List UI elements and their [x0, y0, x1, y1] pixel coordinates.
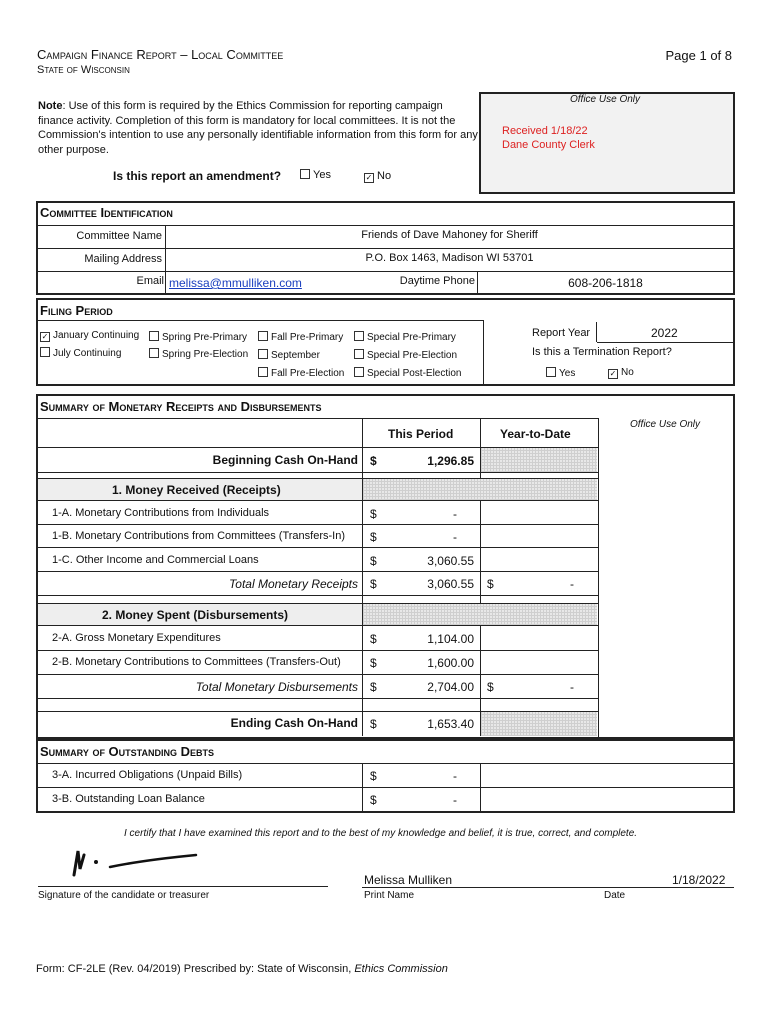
checkbox-unchecked-icon[interactable]	[40, 347, 50, 357]
total-disbursements-dollar: $	[370, 680, 377, 694]
row-2a-dollar: $	[370, 632, 377, 646]
row-3b-label: 3-B. Outstanding Loan Balance	[52, 793, 205, 805]
amendment-yes[interactable]: Yes	[300, 169, 331, 181]
note-body: : Use of this form is required by the Ethics Commission for reporting campaign finance activity. Completion of this form is mandatory for local committees. It is not the Commission's intention to use any personally identifiable information from this form for any other purpose.	[38, 100, 478, 156]
row-1c-dollar: $	[370, 554, 377, 568]
row-3b-value[interactable]: -	[453, 793, 457, 807]
total-disbursements-ytd-dollar: $	[487, 680, 494, 694]
beginning-cash-value[interactable]: 1,296.85	[427, 454, 474, 468]
opt-spring-pre-primary[interactable]: Spring Pre-Primary	[149, 331, 247, 343]
date-label: Date	[604, 890, 626, 901]
row-2a-label: 2-A. Gross Monetary Expenditures	[52, 632, 221, 644]
row-3a-dollar: $	[370, 769, 377, 783]
opt-fall-pre-primary[interactable]: Fall Pre-Primary	[258, 331, 343, 343]
opt-september[interactable]: September	[258, 349, 320, 361]
opt-special-pre-election[interactable]: Special Pre-Election	[354, 349, 457, 361]
total-disbursements-label: Total Monetary Disbursements	[195, 680, 358, 694]
hatched-cell	[481, 448, 597, 472]
total-receipts-label: Total Monetary Receipts	[229, 577, 358, 591]
footer-prefix: Form: CF-2LE (Rev. 04/2019) Prescribed by: State of Wisconsin,	[36, 963, 355, 975]
total-receipts-ytd-value[interactable]: -	[570, 577, 574, 591]
ending-dollar: $	[370, 717, 377, 731]
termination-no[interactable]: ✓ No	[609, 367, 634, 378]
report-year-field[interactable]: 2022	[651, 326, 678, 340]
termination-question: Is this a Termination Report?	[532, 346, 672, 358]
row-1c-label: 1-C. Other Income and Commercial Loans	[52, 554, 259, 566]
print-name-label: Print Name	[364, 890, 415, 901]
note-text	[38, 99, 478, 157]
form-footer	[36, 963, 448, 975]
row-3a-value[interactable]: -	[453, 769, 457, 783]
row-3b-dollar: $	[370, 793, 377, 807]
date-field[interactable]: 1/18/2022	[672, 873, 726, 887]
col-year-to-date: Year-to-Date	[500, 427, 571, 441]
total-disbursements-ytd-value[interactable]: -	[570, 680, 574, 694]
mailing-address-field[interactable]: P.O. Box 1463, Madison WI 53701	[365, 252, 534, 264]
daytime-phone-label: Daytime Phone	[399, 275, 475, 287]
row-1c-value[interactable]: 3,060.55	[427, 554, 474, 568]
opt-special-post-election[interactable]: Special Post-Election	[354, 367, 462, 379]
ending-cash-value[interactable]: 1,653.40	[427, 717, 474, 731]
row-1b-dollar: $	[370, 530, 377, 544]
money-spent-heading: 2. Money Spent (Disbursements)	[102, 608, 289, 622]
note-label: Note	[38, 100, 63, 112]
row-2a-value[interactable]: 1,104.00	[427, 632, 474, 646]
page-number: Page 1 of 8	[665, 48, 732, 63]
opt-july-continuing[interactable]: July Continuing	[40, 347, 121, 359]
money-received-heading: 1. Money Received (Receipts)	[112, 483, 281, 497]
row-2b-dollar: $	[370, 656, 377, 670]
total-receipts-value[interactable]: 3,060.55	[427, 577, 474, 591]
checkbox-unchecked-icon[interactable]	[354, 349, 364, 359]
row-2b-label: 2-B. Monetary Contributions to Committees (Transfers-Out)	[52, 656, 341, 668]
total-disbursements-value[interactable]: 2,704.00	[427, 680, 474, 694]
row-1a-dollar: $	[370, 507, 377, 521]
debts-section-title: Summary of Outstanding Debts	[40, 744, 214, 759]
checkbox-checked-icon[interactable]: ✓	[41, 332, 49, 341]
beginning-cash-label: Beginning Cash On-Hand	[212, 453, 358, 467]
row-1b-value[interactable]: -	[453, 530, 457, 544]
col-this-period: This Period	[388, 427, 454, 441]
checkbox-unchecked-icon[interactable]	[149, 348, 159, 358]
email-label: Email	[136, 275, 164, 287]
print-name-field[interactable]: Melissa Mulliken	[364, 873, 453, 887]
daytime-phone-field[interactable]: 608-206-1818	[568, 276, 643, 290]
signature-label: Signature of the candidate or treasurer	[38, 890, 210, 901]
mailing-address-label: Mailing Address	[84, 253, 162, 265]
row-3a-label: 3-A. Incurred Obligations (Unpaid Bills)	[52, 769, 243, 781]
checkbox-unchecked-icon[interactable]	[546, 367, 556, 377]
clerk-stamp: Dane County Clerk	[502, 139, 595, 151]
footer-agency: Ethics Commission	[354, 963, 448, 975]
checkbox-unchecked-icon[interactable]	[354, 331, 364, 341]
email-field[interactable]: melissa@mmulliken.com	[169, 276, 302, 290]
row-1a-value[interactable]: -	[453, 507, 457, 521]
committee-name-field[interactable]: Friends of Dave Mahoney for Sheriff	[361, 229, 538, 241]
total-receipts-dollar: $	[370, 577, 377, 591]
termination-yes[interactable]: Yes	[546, 367, 575, 379]
opt-fall-pre-election[interactable]: Fall Pre-Election	[258, 367, 344, 379]
certification-text: I certify that I have examined this report and to the best of my knowledge and belief, it is true, correct, and complete.	[124, 828, 638, 839]
checkbox-checked-icon[interactable]: ✓	[365, 173, 373, 182]
checkbox-unchecked-icon[interactable]	[149, 331, 159, 341]
summary-office-use: Office Use Only	[630, 419, 701, 430]
ending-cash-label: Ending Cash On-Hand	[230, 716, 358, 730]
row-2b-value[interactable]: 1,600.00	[427, 656, 474, 670]
opt-january-continuing[interactable]: ✓ January Continuing	[41, 330, 140, 341]
form-title: Campaign Finance Report – Local Committee	[37, 47, 284, 62]
row-1b-label: 1-B. Monetary Contributions from Committees (Transfers-In)	[52, 530, 346, 542]
checkbox-unchecked-icon[interactable]	[258, 367, 268, 377]
summary-section-title: Summary of Monetary Receipts and Disbursements	[40, 399, 322, 414]
beginning-dollar: $	[370, 454, 377, 468]
checkbox-unchecked-icon[interactable]	[258, 331, 268, 341]
opt-spring-pre-election[interactable]: Spring Pre-Election	[149, 348, 248, 360]
row-1a-label: 1-A. Monetary Contributions from Individuals	[52, 507, 270, 519]
form-subtitle: State of Wisconsin	[37, 64, 130, 76]
signature-image	[64, 845, 204, 879]
checkbox-unchecked-icon[interactable]	[354, 367, 364, 377]
checkbox-unchecked-icon[interactable]	[300, 169, 310, 179]
report-year-label: Report Year	[532, 327, 591, 339]
checkbox-checked-icon[interactable]: ✓	[609, 369, 617, 378]
committee-section-title: Committee Identification	[40, 205, 173, 220]
amendment-no[interactable]: ✓ No	[365, 170, 392, 182]
office-use-label: Office Use Only	[570, 94, 641, 105]
received-stamp: Received 1/18/22	[502, 125, 588, 137]
amendment-question: Is this report an amendment?	[113, 169, 282, 183]
opt-special-pre-primary[interactable]: Special Pre-Primary	[354, 331, 456, 343]
filing-section-title: Filing Period	[40, 303, 113, 318]
checkbox-unchecked-icon[interactable]	[258, 349, 268, 359]
total-receipts-ytd-dollar: $	[487, 577, 494, 591]
committee-name-label: Committee Name	[76, 230, 162, 242]
